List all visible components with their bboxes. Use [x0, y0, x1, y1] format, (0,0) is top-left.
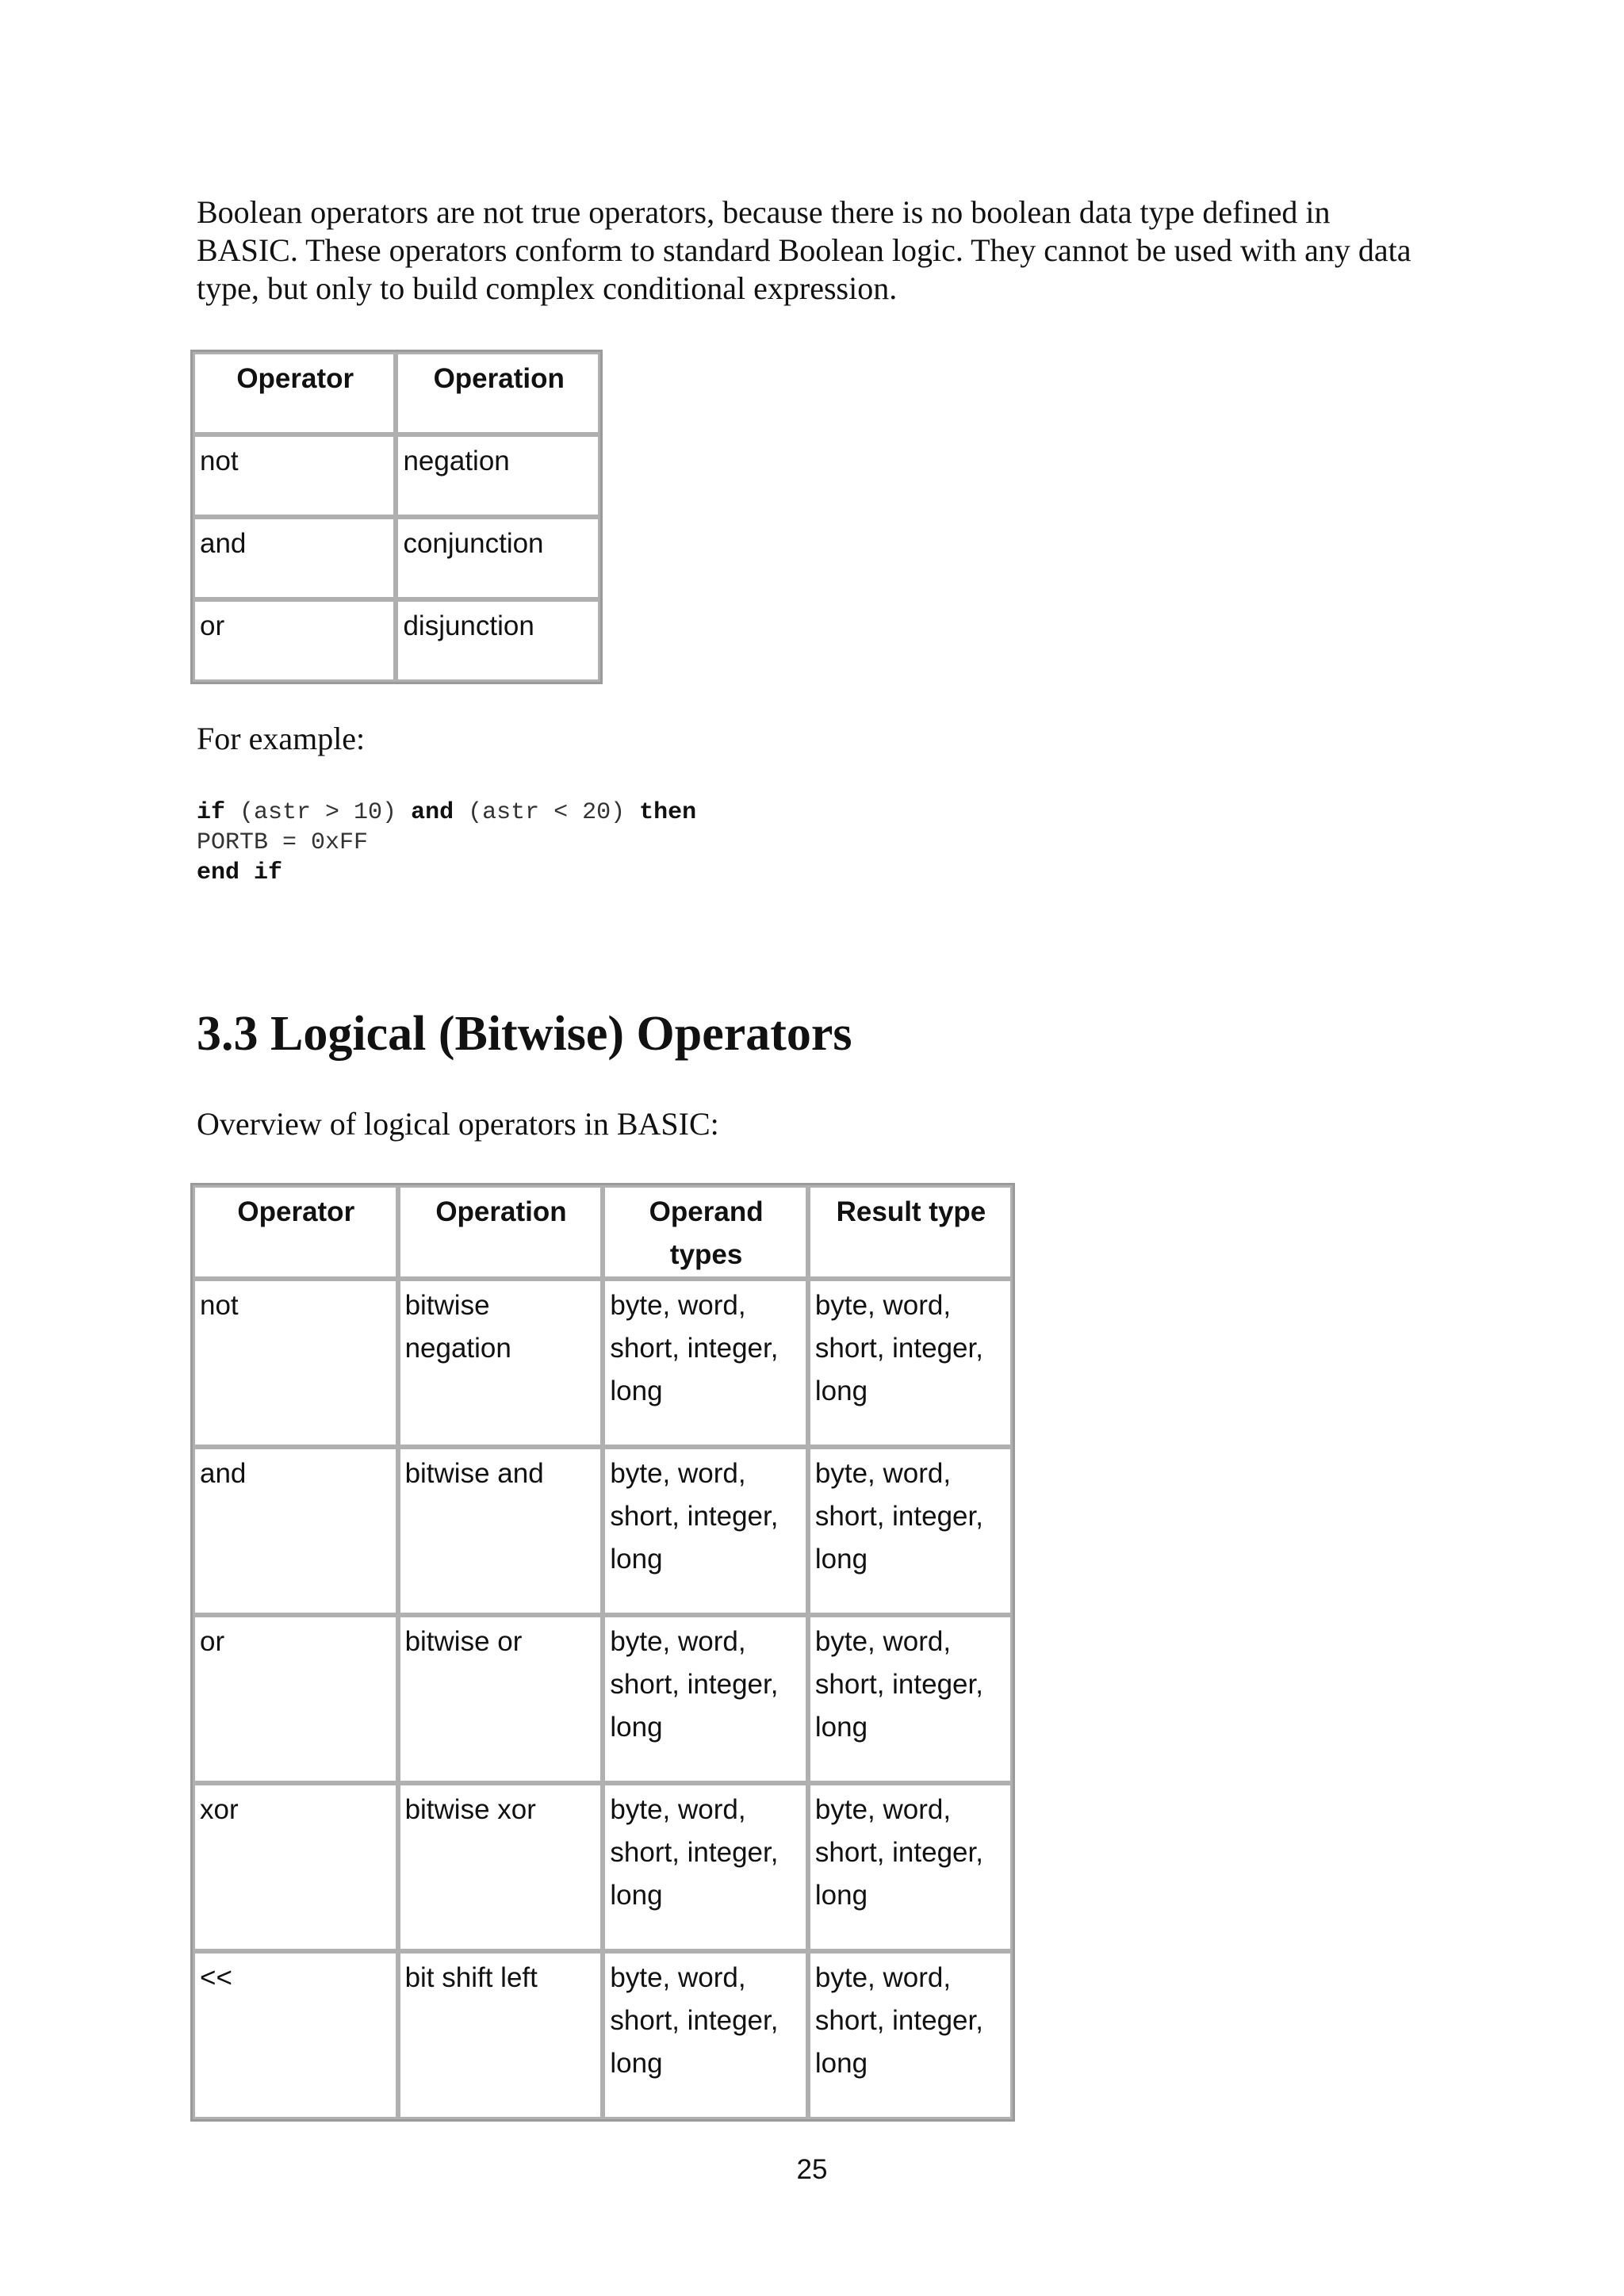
- cell-result-type: byte, word, short, integer, long: [808, 1615, 1013, 1783]
- table-row: [193, 434, 600, 517]
- table-row: [193, 1279, 1013, 1447]
- cell-result-type: byte, word, short, integer, long: [808, 1279, 1013, 1447]
- column-header-operation: Operation: [396, 352, 600, 434]
- cell-result-type: byte, word, short, integer, long: [808, 1783, 1013, 1951]
- code-text: (astr < 20): [454, 799, 640, 826]
- example-label: For example:: [197, 721, 366, 756]
- table-header-row: [193, 352, 600, 434]
- cell-operator: or: [193, 1615, 398, 1783]
- intro-paragraph: Boolean operators are not true operators, because there is no boolean data type defined in BASIC. These operators conform to standard Boolean logic. They cannot be used with any data type, but only to build complex conditional expression.: [197, 194, 1411, 306]
- code-keyword-and: and: [411, 799, 454, 826]
- column-header-operation: Operation: [398, 1185, 603, 1279]
- cell-operator: or: [193, 599, 396, 682]
- cell-operation: negation: [396, 434, 600, 517]
- table-row: [193, 1615, 1013, 1783]
- cell-result-type: byte, word, short, integer, long: [808, 1951, 1013, 2119]
- cell-operation: bitwise negation: [398, 1279, 603, 1447]
- table-header-row: [193, 1185, 1013, 1279]
- cell-operator: and: [193, 1447, 398, 1615]
- cell-operator: not: [193, 434, 396, 517]
- table-row: [193, 1447, 1013, 1615]
- cell-operand-types: byte, word, short, integer, long: [603, 1447, 808, 1615]
- code-text: (astr > 10): [225, 799, 412, 826]
- table-row: [193, 517, 600, 599]
- code-keyword-then: then: [639, 799, 697, 826]
- cell-operand-types: byte, word, short, integer, long: [603, 1615, 808, 1783]
- cell-operand-types: byte, word, short, integer, long: [603, 1783, 808, 1951]
- cell-operation: bitwise or: [398, 1615, 603, 1783]
- cell-operator: <<: [193, 1951, 398, 2119]
- column-header-operator: Operator: [193, 352, 396, 434]
- section-overview: Overview of logical operators in BASIC:: [197, 1106, 719, 1142]
- column-header-result-type: Result type: [808, 1185, 1013, 1279]
- boolean-operators-table: [190, 350, 603, 684]
- cell-operation: disjunction: [396, 599, 600, 682]
- table-row: [193, 1783, 1013, 1951]
- section-heading: 3.3 Logical (Bitwise) Operators: [197, 1007, 852, 1061]
- code-example: [197, 798, 696, 888]
- cell-operation: conjunction: [396, 517, 600, 599]
- cell-operation: bit shift left: [398, 1951, 603, 2119]
- cell-result-type: byte, word, short, integer, long: [808, 1447, 1013, 1615]
- table-row: [193, 599, 600, 682]
- column-header-operand-types: Operand types: [603, 1185, 808, 1279]
- cell-operator: not: [193, 1279, 398, 1447]
- logical-operators-table: [190, 1183, 1015, 2122]
- cell-operator: and: [193, 517, 396, 599]
- cell-operation: bitwise and: [398, 1447, 603, 1615]
- cell-operator: xor: [193, 1783, 398, 1951]
- cell-operand-types: byte, word, short, integer, long: [603, 1279, 808, 1447]
- code-text: PORTB = 0xFF: [197, 829, 369, 856]
- table-row: [193, 1951, 1013, 2119]
- code-keyword-if: if: [197, 799, 226, 826]
- code-keyword-end-if: end if: [197, 859, 283, 886]
- cell-operation: bitwise xor: [398, 1783, 603, 1951]
- page-number: 25: [796, 2154, 828, 2185]
- cell-operand-types: byte, word, short, integer, long: [603, 1951, 808, 2119]
- column-header-operator: Operator: [193, 1185, 398, 1279]
